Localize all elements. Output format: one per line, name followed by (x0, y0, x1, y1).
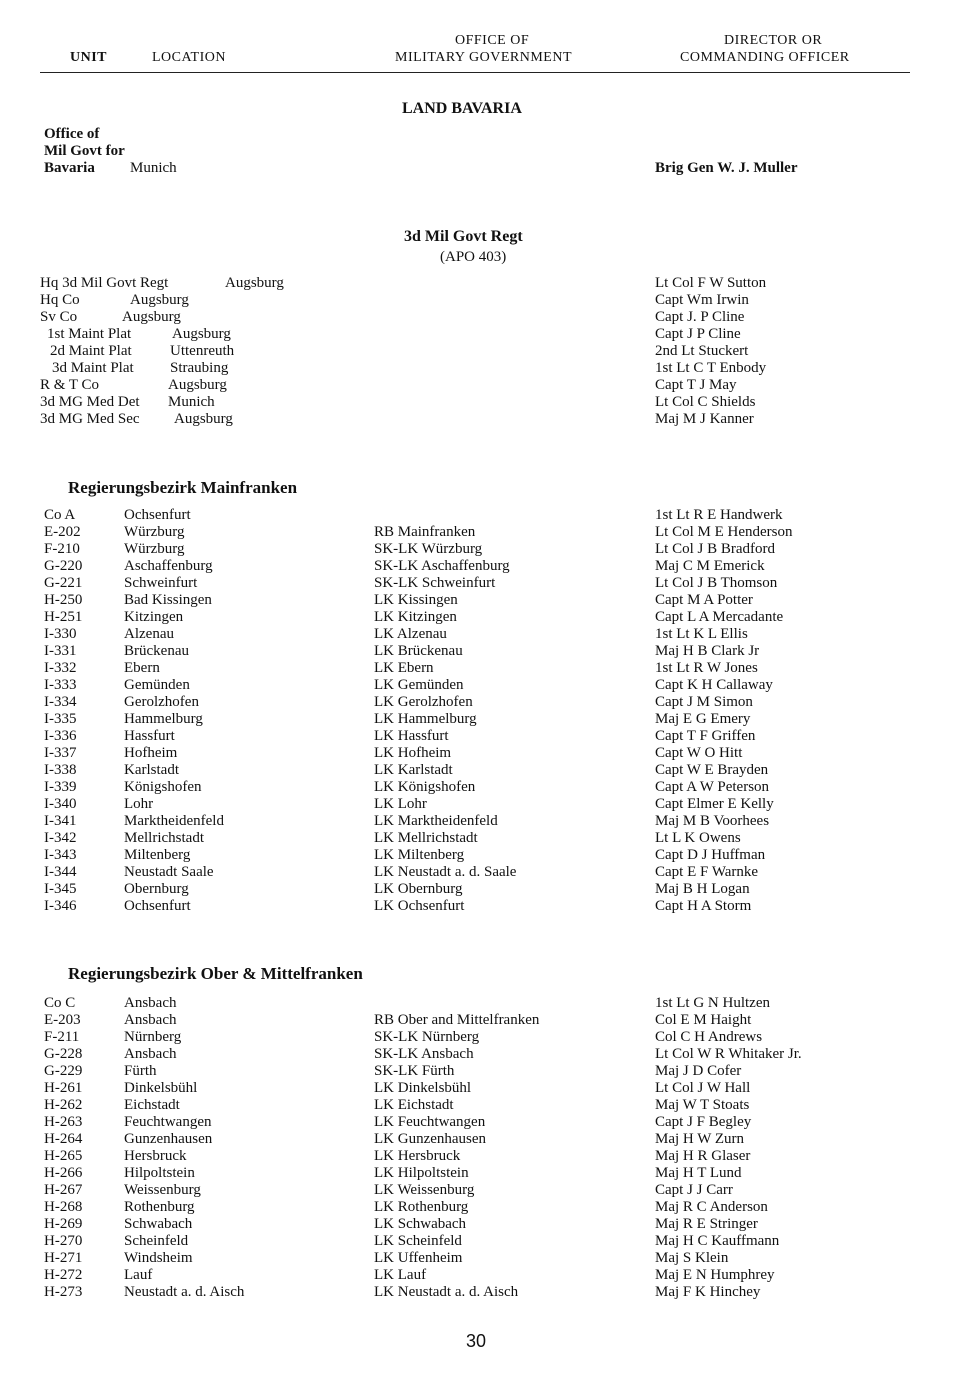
unit-cell: H-265 (44, 1148, 83, 1164)
unit-cell: F-210 (44, 541, 80, 557)
table-row (0, 541, 962, 558)
page-number: 30 (466, 1331, 487, 1351)
unit-cell: I-332 (44, 660, 77, 676)
unit-cell: E-203 (44, 1012, 81, 1028)
unit-cell: I-331 (44, 643, 77, 659)
unit-cell: H-262 (44, 1097, 83, 1113)
table-row (0, 275, 962, 292)
office-cell: LK Neustadt a. d. Saale (374, 864, 517, 880)
table-row (0, 309, 962, 326)
office-cell: LK Miltenberg (374, 847, 465, 863)
unit-cell: G-221 (44, 575, 83, 591)
oberfranken-title: Regierungsbezirk Ober & Mittelfranken (68, 964, 363, 983)
location-cell: Gemünden (124, 677, 190, 693)
officer-cell: 1st Lt R W Jones (655, 660, 758, 676)
unit-cell: I-340 (44, 796, 77, 812)
table-row (0, 864, 962, 881)
unit-cell: Hq Co (40, 292, 80, 308)
table-row (0, 524, 962, 541)
unit-cell: H-264 (44, 1131, 83, 1147)
table-row (0, 507, 962, 524)
unit-cell: I-334 (44, 694, 77, 710)
table-row (0, 626, 962, 643)
table-row (0, 1199, 962, 1216)
header-office-line1: OFFICE OF (455, 33, 530, 48)
land-location: Munich (130, 160, 177, 176)
unit-cell: I-341 (44, 813, 77, 829)
table-row (0, 575, 962, 592)
location-cell: Hofheim (124, 745, 178, 761)
officer-cell: Maj E N Humphrey (655, 1267, 775, 1283)
table-row (0, 411, 962, 428)
unit-cell: H-251 (44, 609, 83, 625)
officer-cell: Lt Col J W Hall (655, 1080, 751, 1096)
officer-cell: Lt Col M E Henderson (655, 524, 793, 540)
location-cell: Ansbach (124, 995, 177, 1011)
location-cell: Neustadt Saale (124, 864, 214, 880)
unit-cell: I-336 (44, 728, 77, 744)
land-office-line2: Mil Govt for (44, 143, 125, 159)
regt-title: 3d Mil Govt Regt (404, 228, 523, 245)
location-cell: Würzburg (124, 541, 185, 557)
office-cell: SK-LK Fürth (374, 1063, 455, 1079)
table-row (0, 728, 962, 745)
officer-cell: Col C H Andrews (655, 1029, 763, 1045)
office-cell: LK Mellrichstadt (374, 830, 478, 846)
unit-cell: I-330 (44, 626, 77, 642)
table-row (0, 1250, 962, 1267)
officer-cell: Capt L A Mercadante (655, 609, 784, 625)
office-cell: RB Mainfranken (374, 524, 476, 540)
location-cell: Gerolzhofen (124, 694, 199, 710)
officer-cell: Lt Col J B Thomson (655, 575, 778, 591)
location-cell: Augsburg (172, 326, 231, 342)
table-row (0, 360, 962, 377)
location-cell: Augsburg (225, 275, 284, 291)
officer-cell: Maj C M Emerick (655, 558, 765, 574)
office-cell: LK Weissenburg (374, 1182, 475, 1198)
unit-cell: 3d MG Med Sec (40, 411, 140, 427)
officer-cell: 1st Lt G N Hultzen (655, 995, 770, 1011)
location-cell: Augsburg (130, 292, 189, 308)
office-cell: LK Hassfurt (374, 728, 449, 744)
unit-cell: 3d Maint Plat (52, 360, 134, 376)
office-cell: LK Scheinfeld (374, 1233, 462, 1249)
office-cell: LK Uffenheim (374, 1250, 463, 1266)
regt-apo: (APO 403) (440, 249, 507, 265)
table-row (0, 779, 962, 796)
office-cell: LK Marktheidenfeld (374, 813, 498, 829)
location-cell: Windsheim (124, 1250, 193, 1266)
office-cell: LK Ochsenfurt (374, 898, 465, 914)
officer-cell: Capt Wm Irwin (655, 292, 749, 308)
unit-cell: H-273 (44, 1284, 83, 1300)
officer-cell: 2nd Lt Stuckert (655, 343, 749, 359)
unit-cell: 2d Maint Plat (50, 343, 132, 359)
office-cell: SK-LK Aschaffenburg (374, 558, 510, 574)
officer-cell: Maj R C Anderson (655, 1199, 768, 1215)
location-cell: Schwabach (124, 1216, 193, 1232)
table-row (0, 643, 962, 660)
table-row (0, 1216, 962, 1233)
unit-cell: H-261 (44, 1080, 83, 1096)
officer-cell: Col E M Haight (655, 1012, 752, 1028)
office-cell: LK Lohr (374, 796, 427, 812)
table-row (0, 1267, 962, 1284)
office-cell: LK Hersbruck (374, 1148, 461, 1164)
header-director-line2: COMMANDING OFFICER (680, 50, 850, 65)
table-row (0, 1063, 962, 1080)
header-office-line2: MILITARY GOVERNMENT (395, 50, 573, 65)
officer-cell: Maj H W Zurn (655, 1131, 745, 1147)
unit-cell: G-228 (44, 1046, 83, 1062)
unit-cell: H-272 (44, 1267, 83, 1283)
location-cell: Karlstadt (124, 762, 179, 778)
office-cell: SK-LK Schweinfurt (374, 575, 496, 591)
location-cell: Ebern (124, 660, 160, 676)
table-row (0, 1029, 962, 1046)
location-cell: Straubing (170, 360, 229, 376)
officer-cell: Lt Col J B Bradford (655, 541, 775, 557)
unit-cell: Hq 3d Mil Govt Regt (40, 275, 169, 291)
office-cell: LK Königshofen (374, 779, 476, 795)
location-cell: Augsburg (122, 309, 181, 325)
table-row (0, 1148, 962, 1165)
unit-cell: 1st Maint Plat (47, 326, 132, 342)
location-cell: Hilpoltstein (124, 1165, 195, 1181)
unit-cell: I-338 (44, 762, 77, 778)
officer-cell: Capt D J Huffman (655, 847, 766, 863)
land-office-line3: Bavaria (44, 160, 95, 176)
table-row (0, 995, 962, 1012)
unit-cell: Sv Co (40, 309, 78, 325)
location-cell: Fürth (124, 1063, 157, 1079)
location-cell: Ochsenfurt (124, 898, 191, 914)
unit-cell: Co C (44, 995, 76, 1011)
land-title: LAND BAVARIA (402, 100, 522, 117)
location-cell: Lauf (124, 1267, 153, 1283)
table-row (0, 292, 962, 309)
officer-cell: Capt K H Callaway (655, 677, 773, 693)
table-row (0, 847, 962, 864)
land-director: Brig Gen W. J. Muller (655, 160, 798, 176)
officer-cell: Maj J D Cofer (655, 1063, 742, 1079)
office-cell: LK Dinkelsbühl (374, 1080, 472, 1096)
unit-cell: H-266 (44, 1165, 83, 1181)
location-cell: Scheinfeld (124, 1233, 189, 1249)
unit-cell: I-346 (44, 898, 77, 914)
unit-cell: I-344 (44, 864, 77, 880)
office-cell: LK Alzenau (374, 626, 447, 642)
table-row (0, 592, 962, 609)
officer-cell: Lt Col W R Whitaker Jr. (655, 1046, 802, 1062)
location-cell: Ansbach (124, 1012, 177, 1028)
officer-cell: Capt E F Warnke (655, 864, 759, 880)
officer-cell: Lt L K Owens (655, 830, 741, 846)
officer-cell: Capt W O Hitt (655, 745, 743, 761)
officer-cell: Lt Col C Shields (655, 394, 756, 410)
table-row (0, 677, 962, 694)
officer-cell: Capt J. P Cline (655, 309, 745, 325)
location-cell: Dinkelsbühl (124, 1080, 198, 1096)
unit-cell: H-271 (44, 1250, 83, 1266)
location-cell: Aschaffenburg (124, 558, 213, 574)
officer-cell: 1st Lt R E Handwerk (655, 507, 783, 523)
table-row (0, 1080, 962, 1097)
table-row (0, 1097, 962, 1114)
office-cell: LK Kissingen (374, 592, 458, 608)
officer-cell: Capt T F Griffen (655, 728, 756, 744)
location-cell: Mellrichstadt (124, 830, 204, 846)
unit-cell: H-270 (44, 1233, 83, 1249)
table-row (0, 343, 962, 360)
table-row (0, 711, 962, 728)
location-cell: Ochsenfurt (124, 507, 191, 523)
unit-cell: I-335 (44, 711, 77, 727)
officer-cell: 1st Lt C T Enbody (655, 360, 767, 376)
table-row (0, 1131, 962, 1148)
officer-cell: Maj M B Voorhees (655, 813, 770, 829)
unit-cell: H-263 (44, 1114, 83, 1130)
table-row (0, 1165, 962, 1182)
table-row (0, 898, 962, 915)
officer-cell: Maj H R Glaser (655, 1148, 751, 1164)
location-cell: Königshofen (124, 779, 202, 795)
unit-cell: I-343 (44, 847, 77, 863)
office-cell: LK Feuchtwangen (374, 1114, 486, 1130)
unit-cell: F-211 (44, 1029, 80, 1045)
table-row (0, 1012, 962, 1029)
location-cell: Augsburg (168, 377, 227, 393)
officer-cell: Maj H C Kauffmann (655, 1233, 780, 1249)
office-cell: LK Kitzingen (374, 609, 457, 625)
officer-cell: Capt M A Potter (655, 592, 753, 608)
office-cell: LK Hilpoltstein (374, 1165, 469, 1181)
unit-cell: H-268 (44, 1199, 83, 1215)
office-cell: LK Neustadt a. d. Aisch (374, 1284, 519, 1300)
location-cell: Munich (168, 394, 215, 410)
table-row (0, 881, 962, 898)
location-cell: Miltenberg (124, 847, 191, 863)
location-cell: Hassfurt (124, 728, 175, 744)
officer-cell: Capt H A Storm (655, 898, 752, 914)
table-row (0, 609, 962, 626)
officer-cell: Maj R E Stringer (655, 1216, 758, 1232)
location-cell: Weissenburg (124, 1182, 201, 1198)
office-cell: SK-LK Ansbach (374, 1046, 474, 1062)
location-cell: Brückenau (124, 643, 189, 659)
location-cell: Hersbruck (124, 1148, 187, 1164)
table-row (0, 326, 962, 343)
unit-cell: I-345 (44, 881, 77, 897)
location-cell: Augsburg (174, 411, 233, 427)
table-row (0, 745, 962, 762)
officer-cell: Capt J J Carr (655, 1182, 733, 1198)
officer-cell: Maj B H Logan (655, 881, 750, 897)
location-cell: Nürnberg (124, 1029, 182, 1045)
office-cell: LK Gunzenhausen (374, 1131, 487, 1147)
table-row (0, 1284, 962, 1301)
office-cell: LK Hofheim (374, 745, 452, 761)
officer-cell: Capt Elmer E Kelly (655, 796, 774, 812)
header-unit: UNIT (70, 50, 108, 65)
officer-cell: Capt A W Peterson (655, 779, 770, 795)
location-cell: Obernburg (124, 881, 189, 897)
unit-cell: I-333 (44, 677, 77, 693)
unit-cell: I-342 (44, 830, 77, 846)
location-cell: Schweinfurt (124, 575, 198, 591)
table-row (0, 796, 962, 813)
office-cell: LK Rothenburg (374, 1199, 469, 1215)
officer-cell: 1st Lt K L Ellis (655, 626, 748, 642)
office-cell: LK Brückenau (374, 643, 463, 659)
office-cell: LK Hammelburg (374, 711, 477, 727)
officer-cell: Maj S Klein (655, 1250, 729, 1266)
table-row (0, 1114, 962, 1131)
location-cell: Rothenburg (124, 1199, 195, 1215)
unit-cell: H-267 (44, 1182, 83, 1198)
officer-cell: Maj E G Emery (655, 711, 751, 727)
table-row (0, 558, 962, 575)
officer-cell: Capt J F Begley (655, 1114, 752, 1130)
unit-cell: E-202 (44, 524, 81, 540)
officer-cell: Maj H B Clark Jr (655, 643, 760, 659)
location-cell: Neustadt a. d. Aisch (124, 1284, 245, 1300)
unit-cell: I-337 (44, 745, 77, 761)
officer-cell: Capt J P Cline (655, 326, 741, 342)
location-cell: Bad Kissingen (124, 592, 212, 608)
table-row (0, 762, 962, 779)
header-rule (40, 72, 910, 73)
header-location: LOCATION (152, 50, 226, 65)
office-cell: SK-LK Würzburg (374, 541, 483, 557)
location-cell: Eichstadt (124, 1097, 180, 1113)
officer-cell: Maj H T Lund (655, 1165, 742, 1181)
location-cell: Alzenau (124, 626, 174, 642)
office-cell: LK Ebern (374, 660, 434, 676)
unit-cell: G-220 (44, 558, 83, 574)
mainfranken-title: Regierungsbezirk Mainfranken (68, 478, 298, 497)
table-row (0, 813, 962, 830)
office-cell: RB Ober and Mittelfranken (374, 1012, 540, 1028)
office-cell: LK Karlstadt (374, 762, 453, 778)
unit-cell: Co A (44, 507, 76, 523)
officer-cell: Capt T J May (655, 377, 737, 393)
land-office-line1: Office of (44, 126, 100, 142)
table-row (0, 1233, 962, 1250)
table-row (0, 1182, 962, 1199)
office-cell: SK-LK Nürnberg (374, 1029, 480, 1045)
office-cell: LK Eichstadt (374, 1097, 454, 1113)
unit-cell: H-269 (44, 1216, 83, 1232)
officer-cell: Maj W T Stoats (655, 1097, 750, 1113)
office-cell: LK Gerolzhofen (374, 694, 473, 710)
location-cell: Kitzingen (124, 609, 184, 625)
office-cell: LK Schwabach (374, 1216, 467, 1232)
officer-cell: Lt Col F W Sutton (655, 275, 767, 291)
unit-cell: H-250 (44, 592, 83, 608)
officer-cell: Capt J M Simon (655, 694, 753, 710)
location-cell: Hammelburg (124, 711, 203, 727)
location-cell: Uttenreuth (170, 343, 235, 359)
table-row (0, 694, 962, 711)
table-row (0, 377, 962, 394)
location-cell: Lohr (124, 796, 154, 812)
office-cell: LK Obernburg (374, 881, 463, 897)
office-cell: LK Gemünden (374, 677, 464, 693)
table-row (0, 830, 962, 847)
unit-cell: 3d MG Med Det (40, 394, 140, 410)
unit-cell: R & T Co (40, 377, 100, 393)
table-row (0, 394, 962, 411)
office-cell: LK Lauf (374, 1267, 427, 1283)
officer-cell: Maj F K Hinchey (655, 1284, 761, 1300)
location-cell: Marktheidenfeld (124, 813, 224, 829)
unit-cell: I-339 (44, 779, 77, 795)
officer-cell: Capt W E Brayden (655, 762, 769, 778)
table-row (0, 660, 962, 677)
location-cell: Gunzenhausen (124, 1131, 213, 1147)
officer-cell: Maj M J Kanner (655, 411, 754, 427)
table-row (0, 1046, 962, 1063)
header-director-line1: DIRECTOR OR (724, 33, 823, 48)
location-cell: Ansbach (124, 1046, 177, 1062)
unit-cell: G-229 (44, 1063, 83, 1079)
location-cell: Würzburg (124, 524, 185, 540)
location-cell: Feuchtwangen (124, 1114, 212, 1130)
